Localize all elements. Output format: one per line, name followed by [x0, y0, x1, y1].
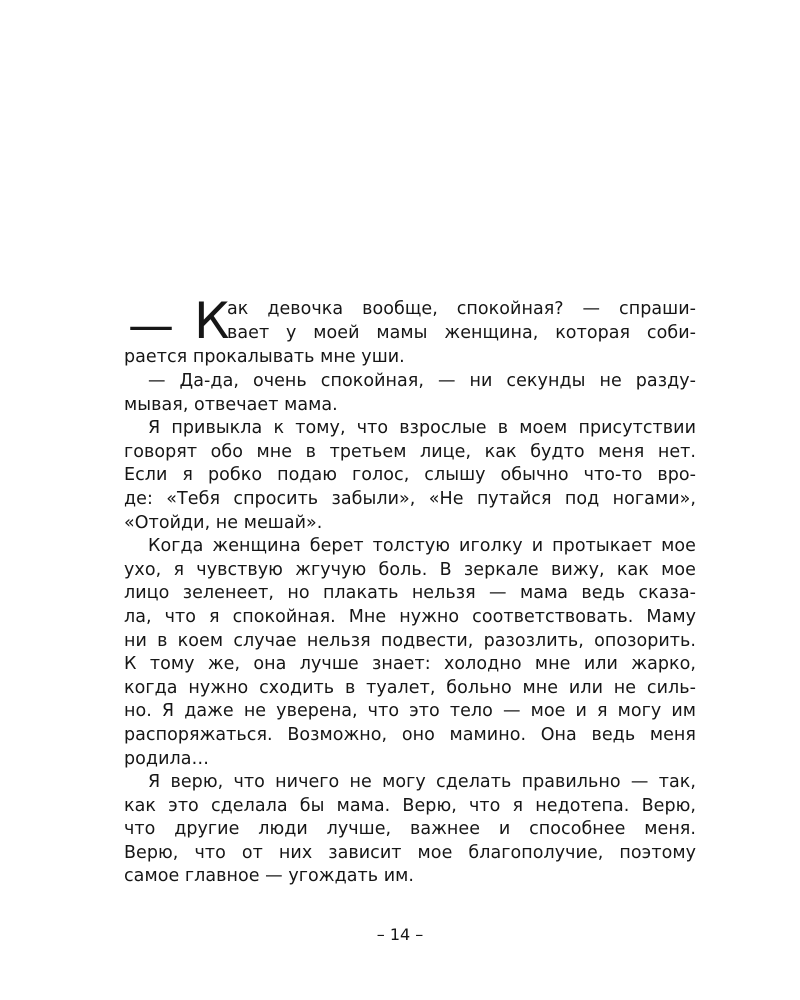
drop-cap-dash: —	[128, 298, 174, 352]
paragraph-5	[124, 771, 696, 889]
paragraph-4	[124, 535, 696, 771]
text-line: рается прокалывать мне уши.	[124, 347, 405, 367]
body-text	[124, 292, 696, 889]
text-line: «Отойди, не мешай».	[124, 512, 323, 533]
text-line: мывая, отвечает мама.	[124, 394, 338, 415]
text-line: ла, что я спокойная. Мне нужно соответствовать. Маму	[124, 606, 696, 627]
drop-cap	[128, 292, 230, 352]
text-line: лицо зеленеет, но плакать нельзя — мама ведь сказа-	[124, 583, 696, 604]
text-line: Я верю, что ничего не могу сделать правильно — так,	[148, 772, 696, 793]
text-line: Я привыкла к тому, что взрослые в моем присутствии	[148, 418, 696, 439]
text-line: как это сделала бы мама. Верю, что я недотепа. Верю,	[124, 795, 696, 816]
text-line: ак девочка вообще, спокойная? — спраши-	[227, 299, 696, 319]
text-line: Когда женщина берет толстую иголку и протыкает мое	[148, 536, 696, 557]
text-line: вает у моей мамы женщина, которая соби-	[227, 323, 696, 343]
text-line: но. Я даже не уверена, что это тело — мое и я могу им	[124, 701, 696, 722]
text-line: — Да-да, очень спокойная, — ни секунды не разду-	[148, 371, 696, 391]
text-line: родила…	[124, 748, 210, 769]
text-line: ни в коем случае нельзя подвести, разозлить, опозорить.	[124, 630, 696, 651]
page-number: – 14 –	[376, 925, 424, 944]
text-line: говорят обо мне в третьем лице, как будто меня нет.	[124, 441, 696, 462]
paragraph-2	[124, 370, 696, 417]
text-line: Если я робко подаю голос, слышу обычно что-то вро-	[124, 465, 696, 486]
text-line: самое главное — угождать им.	[124, 866, 414, 887]
text-line: де: «Тебя спросить забыли», «Не путайся под ногами»,	[124, 488, 696, 509]
text-line: Верю, что от них зависит мое благополучие, поэтому	[124, 842, 696, 863]
text-line: распоряжаться. Возможно, оно мамино. Она ведь меня	[124, 724, 696, 745]
text-line: К тому же, она лучше знает: холодно мне или жарко,	[124, 654, 696, 675]
drop-cap-letter: К	[194, 292, 230, 350]
paragraph-1	[124, 292, 696, 370]
text-line: когда нужно сходить в туалет, больно мне или не силь-	[124, 677, 696, 698]
text-line: ухо, я чувствую жгучую боль. В зеркале вижу, как мое	[124, 559, 696, 580]
text-line: что другие люди лучше, важнее и способнее меня.	[124, 819, 696, 840]
paragraph-3	[124, 417, 696, 535]
